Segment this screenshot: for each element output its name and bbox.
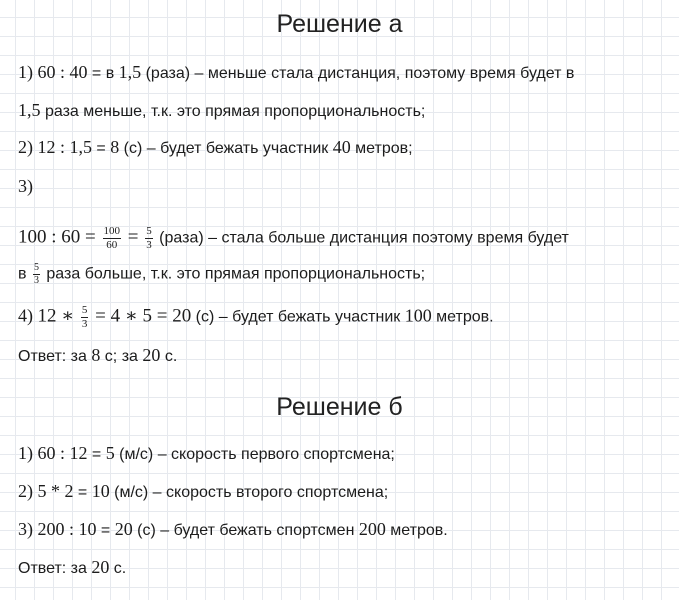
fraction-denominator: 3 bbox=[81, 318, 88, 330]
math-value: 5 bbox=[105, 443, 115, 463]
section-title-b: Решение б bbox=[276, 393, 403, 421]
math-value: 1,5 bbox=[118, 62, 142, 82]
fraction-numerator: 100 bbox=[103, 225, 120, 237]
step-b2 bbox=[18, 481, 388, 503]
fraction-5-3 bbox=[33, 263, 40, 286]
step-a4 bbox=[18, 305, 494, 330]
text: (раза) – меньше стала дистанция, поэтому время будет в bbox=[141, 65, 575, 82]
step-a3-label bbox=[18, 176, 33, 198]
text: раза больше, т.к. это прямая пропорциональность; bbox=[41, 265, 426, 283]
math-value: 20 bbox=[91, 557, 110, 577]
fraction-denominator: 60 bbox=[106, 239, 118, 251]
text: в bbox=[18, 265, 31, 283]
fraction-numerator: 5 bbox=[146, 225, 152, 237]
step-number: 4) bbox=[18, 305, 33, 326]
answer-label: Ответ: за bbox=[18, 348, 92, 365]
text: с. bbox=[109, 560, 127, 577]
step-a2 bbox=[18, 137, 413, 159]
step-number: 1) bbox=[18, 443, 33, 463]
step-a3 bbox=[18, 226, 569, 251]
step-number: 3) bbox=[18, 519, 33, 539]
step-number: 3) bbox=[18, 176, 33, 196]
text: (с) – будет бежать спортсмен bbox=[132, 522, 359, 539]
math-expression: 60 : 40 bbox=[37, 62, 88, 82]
math-expression: 12 : 1,5 bbox=[37, 137, 92, 157]
text: = bbox=[96, 522, 115, 539]
step-b3 bbox=[18, 519, 448, 541]
text: с. bbox=[160, 348, 178, 365]
step-number: 1) bbox=[18, 62, 33, 82]
text: = bbox=[91, 140, 111, 157]
text: метров. bbox=[431, 308, 494, 326]
step-b1 bbox=[18, 443, 395, 465]
text: (м/с) – скорость второго спортсмена; bbox=[109, 484, 389, 501]
fraction-5-3 bbox=[145, 226, 153, 251]
fraction-100-60 bbox=[103, 226, 122, 251]
text: (с) – будет бежать участник bbox=[191, 308, 405, 326]
math-expression: = 4 ∗ 5 = 20 bbox=[90, 305, 192, 327]
math-value: 1,5 bbox=[18, 100, 41, 120]
text: (с) – будет бежать участник bbox=[119, 140, 333, 157]
step-number: 2) bbox=[18, 137, 33, 157]
math-expression: 200 : 10 bbox=[37, 519, 97, 539]
text: (раза) – стала больше дистанция поэтому время будет bbox=[154, 229, 569, 247]
fraction-denominator: 3 bbox=[146, 239, 152, 251]
math-value: 10 bbox=[91, 481, 110, 501]
math-value: 20 bbox=[114, 519, 133, 539]
text: = bbox=[73, 484, 92, 501]
answer-label: Ответ: за bbox=[18, 560, 92, 577]
text: с; за bbox=[100, 348, 143, 365]
text: (м/с) – скорость первого спортсмена; bbox=[114, 446, 395, 463]
math-value: 8 bbox=[91, 345, 101, 365]
text: = bbox=[87, 446, 106, 463]
step-a1 bbox=[18, 62, 574, 84]
fraction-denominator: 3 bbox=[33, 275, 39, 286]
step-a3-continued bbox=[18, 263, 425, 286]
section-title-a: Решение а bbox=[276, 10, 403, 38]
step-number: 2) bbox=[18, 481, 33, 501]
text: метров. bbox=[385, 522, 448, 539]
answer-b bbox=[18, 557, 126, 579]
math-value: 100 bbox=[404, 305, 432, 326]
math-value: 40 bbox=[332, 137, 351, 157]
math-expression: 60 : 12 bbox=[37, 443, 88, 463]
step-a1-continued bbox=[18, 100, 425, 122]
fraction-numerator: 5 bbox=[33, 262, 39, 273]
fraction-numerator: 5 bbox=[81, 304, 88, 316]
fraction-5-3 bbox=[81, 305, 89, 330]
math-operator: = bbox=[123, 226, 144, 248]
text: метров; bbox=[350, 140, 413, 157]
math-value: 200 bbox=[358, 519, 386, 539]
answer-a bbox=[18, 345, 177, 367]
math-value: 20 bbox=[142, 345, 161, 365]
math-value: 8 bbox=[110, 137, 120, 157]
text: = в bbox=[87, 65, 119, 82]
math-expression: 5 * 2 bbox=[37, 481, 74, 501]
math-expression: 12 ∗ bbox=[37, 305, 79, 327]
math-expression: 100 : 60 = bbox=[18, 226, 101, 248]
text: раза меньше, т.к. это прямая пропорциональность; bbox=[40, 103, 426, 120]
